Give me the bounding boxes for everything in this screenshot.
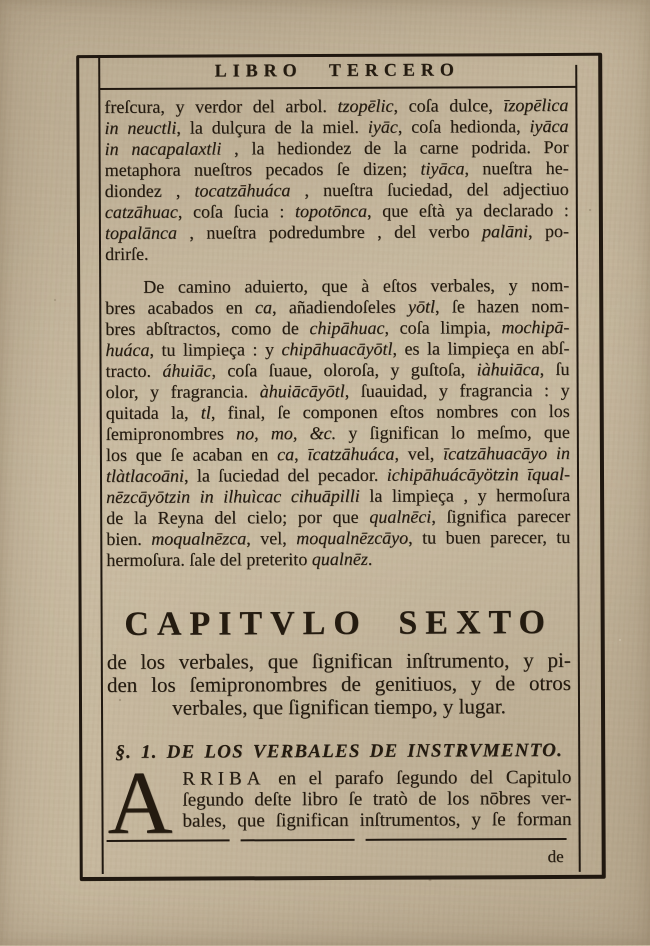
text-segment: freſcura, y verdor del arbol.: [104, 95, 338, 117]
text-line: [106, 401, 570, 424]
text-segment: , coſa limpia,: [384, 317, 502, 338]
paragraph-de-camino: [105, 275, 570, 571]
text-line: [105, 296, 569, 319]
text-line: [107, 695, 571, 720]
text-line: [105, 137, 569, 160]
text-segment: de los verbales, que ſignifican inſtrumento, y pi-: [106, 647, 571, 674]
text-segment: bien.: [106, 528, 152, 549]
text-line: [105, 338, 569, 361]
text-segment: metaphora nueſtros pecados ſe dizen;: [104, 158, 421, 180]
italic-term: no, mo, &c.: [236, 422, 337, 444]
italic-term: ca: [254, 297, 273, 318]
text-line: [106, 527, 570, 550]
text-line: [104, 95, 568, 118]
italic-term: tocatzāhuáca: [194, 180, 291, 201]
text-line: [107, 809, 571, 832]
text-segment: , nueſtra ſuciedad, del adjectiuo: [290, 178, 569, 201]
text-segment: den los ſemipronombres de genitiuos, y de otros: [106, 670, 571, 697]
text-segment: quitada la,: [105, 402, 201, 423]
text-segment: olor, y fragrancia.: [105, 381, 260, 402]
italic-term: in neuctli: [104, 117, 177, 138]
running-head: LIBRO TERCERO: [214, 59, 460, 81]
italic-term: iyāca: [529, 115, 569, 137]
text-line: [106, 422, 570, 445]
text-line: [105, 179, 569, 202]
text-segment: , añadiendoſeles: [271, 296, 409, 318]
text-segment: ſegundo deſte libro ſe tratò de los nōbres ver-: [182, 787, 572, 811]
italic-term: ichipāhuácāyötzin īqual-: [386, 463, 571, 485]
text-segment: , coſa dulce,: [393, 95, 504, 116]
italic-term: palāni: [481, 221, 529, 242]
text-segment: de la Reyna del cielo; por que: [106, 506, 370, 528]
text-segment: , vel,: [394, 443, 444, 464]
text-segment: bres abſtractos, como de: [105, 318, 310, 339]
italic-term: tiyāca: [420, 158, 465, 179]
italic-term: ca: [277, 444, 295, 465]
chapter-subtitle: [107, 649, 571, 720]
chapter-title: CAPITVLO SEXTO: [124, 604, 554, 643]
text-segment: ſemipronombres: [105, 423, 237, 444]
text-line: [106, 548, 570, 571]
text-segment: .: [367, 548, 373, 569]
text-segment: , la ſuciedad del pecador.: [183, 464, 387, 486]
text-line: [106, 380, 570, 403]
text-segment: , final, ſe componen eſtos nombres con los: [210, 400, 570, 423]
text-segment: , coſa ſucia :: [177, 201, 296, 222]
italic-term: nēzcāyōtzin in ilhuìcac cihuāpilli: [106, 485, 360, 507]
text-line: [107, 672, 571, 697]
italic-term: huáca: [105, 339, 150, 360]
italic-term: àhuiācāyōtl: [259, 380, 345, 402]
text-segment: , ſe hazen nom-: [434, 295, 570, 317]
text-segment: bales, que ſignifican inſtrumentos, y ſe forman: [182, 808, 572, 832]
text-segment: hermoſura. ſale del preterito: [106, 549, 312, 570]
text-segment: verbales, que ſignifican tiempo, y lugar.: [172, 694, 506, 720]
italic-term: topalānca: [104, 222, 177, 243]
text-segment: , ſu: [539, 358, 570, 380]
italic-term: áhuiāc: [162, 360, 212, 381]
text-segment: RRIBA: [182, 768, 266, 790]
text-segment: la limpieça , y hermoſura: [359, 484, 571, 506]
italic-term: catzāhuac: [104, 201, 178, 222]
text-line: [106, 464, 570, 487]
italic-term: īcatzāhuacāyo in: [443, 442, 570, 464]
text-line: [106, 443, 570, 466]
text-segment: , es la limpieça en abſ-: [392, 337, 570, 359]
italic-term: tl: [200, 402, 211, 423]
italic-term: īzopēlica: [503, 94, 569, 116]
text-block: [104, 94, 572, 853]
text-segment: los que ſe acaban en: [105, 444, 278, 465]
italic-term: topotōnca: [294, 200, 368, 222]
text-line: [106, 506, 570, 529]
text-line: [107, 649, 571, 674]
drop-cap: A: [107, 753, 173, 853]
opening-paragraph: [107, 753, 572, 853]
text-segment: , vel,: [246, 528, 297, 549]
italic-term: tzopēlic: [337, 95, 394, 116]
text-segment: De camino aduierto, que à eſtos verbales, y nom-: [143, 274, 570, 297]
paragraph-frescura: [104, 95, 569, 265]
section-heading: §. 1. DE LOS VERBALES DE INSTRVMENTO.: [115, 739, 564, 763]
text-segment: , ſuauidad, y fragrancia : y: [344, 379, 570, 401]
opening-lines: [107, 767, 571, 832]
italic-term: mochipā-: [501, 316, 570, 338]
text-segment: y ſignifican lo meſmo, que: [336, 421, 570, 443]
text-segment: , la dulçura de la miel.: [176, 116, 368, 138]
italic-term: chipāhuacāyōtl: [281, 338, 393, 360]
text-segment: diondez ,: [104, 180, 195, 201]
text-segment: en el parafo ſegundo del Capitulo: [265, 766, 572, 790]
text-line: [105, 221, 569, 244]
text-segment: , coſa ſuaue, oloroſa, y guſtoſa,: [211, 359, 477, 381]
text-line: [105, 317, 569, 340]
italic-term: moqualnēzca: [151, 528, 247, 549]
text-segment: ,: [294, 444, 308, 465]
text-line: [105, 158, 569, 181]
text-segment: , ſignifica parecer: [431, 505, 571, 527]
italic-term: tlàtlacoāni: [105, 465, 185, 486]
text-segment: , nueſtra podredumbre , del verbo: [176, 221, 483, 243]
text-segment: , la hediondez de la carne podrida. Por: [221, 136, 569, 159]
text-segment: , tu limpieça : y: [149, 339, 282, 360]
text-segment: tracto.: [105, 360, 163, 381]
text-line: [107, 767, 571, 790]
text-line: [104, 116, 568, 139]
italic-term: in nacapalaxtli: [104, 138, 222, 159]
text-segment: drirſe.: [105, 243, 149, 264]
italic-term: īcatzāhuáca: [307, 443, 395, 465]
text-segment: , nueſtra he-: [464, 157, 569, 179]
text-line: [105, 242, 569, 265]
text-line: [105, 275, 569, 298]
text-segment: , que eſtà ya declarado :: [366, 199, 569, 221]
text-line: [107, 788, 571, 811]
text-line: [105, 200, 569, 223]
italic-term: iàhuiāca: [476, 359, 540, 380]
catchword: de: [547, 846, 564, 867]
italic-term: moqualnēzcāyo: [296, 527, 409, 549]
italic-term: yōtl: [407, 296, 436, 317]
italic-term: qualnēci: [369, 506, 432, 527]
text-line: [106, 359, 570, 382]
text-segment: , coſa hedionda,: [397, 116, 530, 137]
text-segment: , tu buen parecer, tu: [408, 526, 571, 548]
italic-term: qualnēz: [311, 548, 368, 570]
italic-term: iyāc: [367, 116, 398, 137]
italic-term: chipāhuac: [309, 317, 385, 339]
text-line: [106, 485, 570, 508]
text-segment: , po-: [527, 220, 570, 242]
text-segment: bres acabados en: [105, 297, 256, 318]
